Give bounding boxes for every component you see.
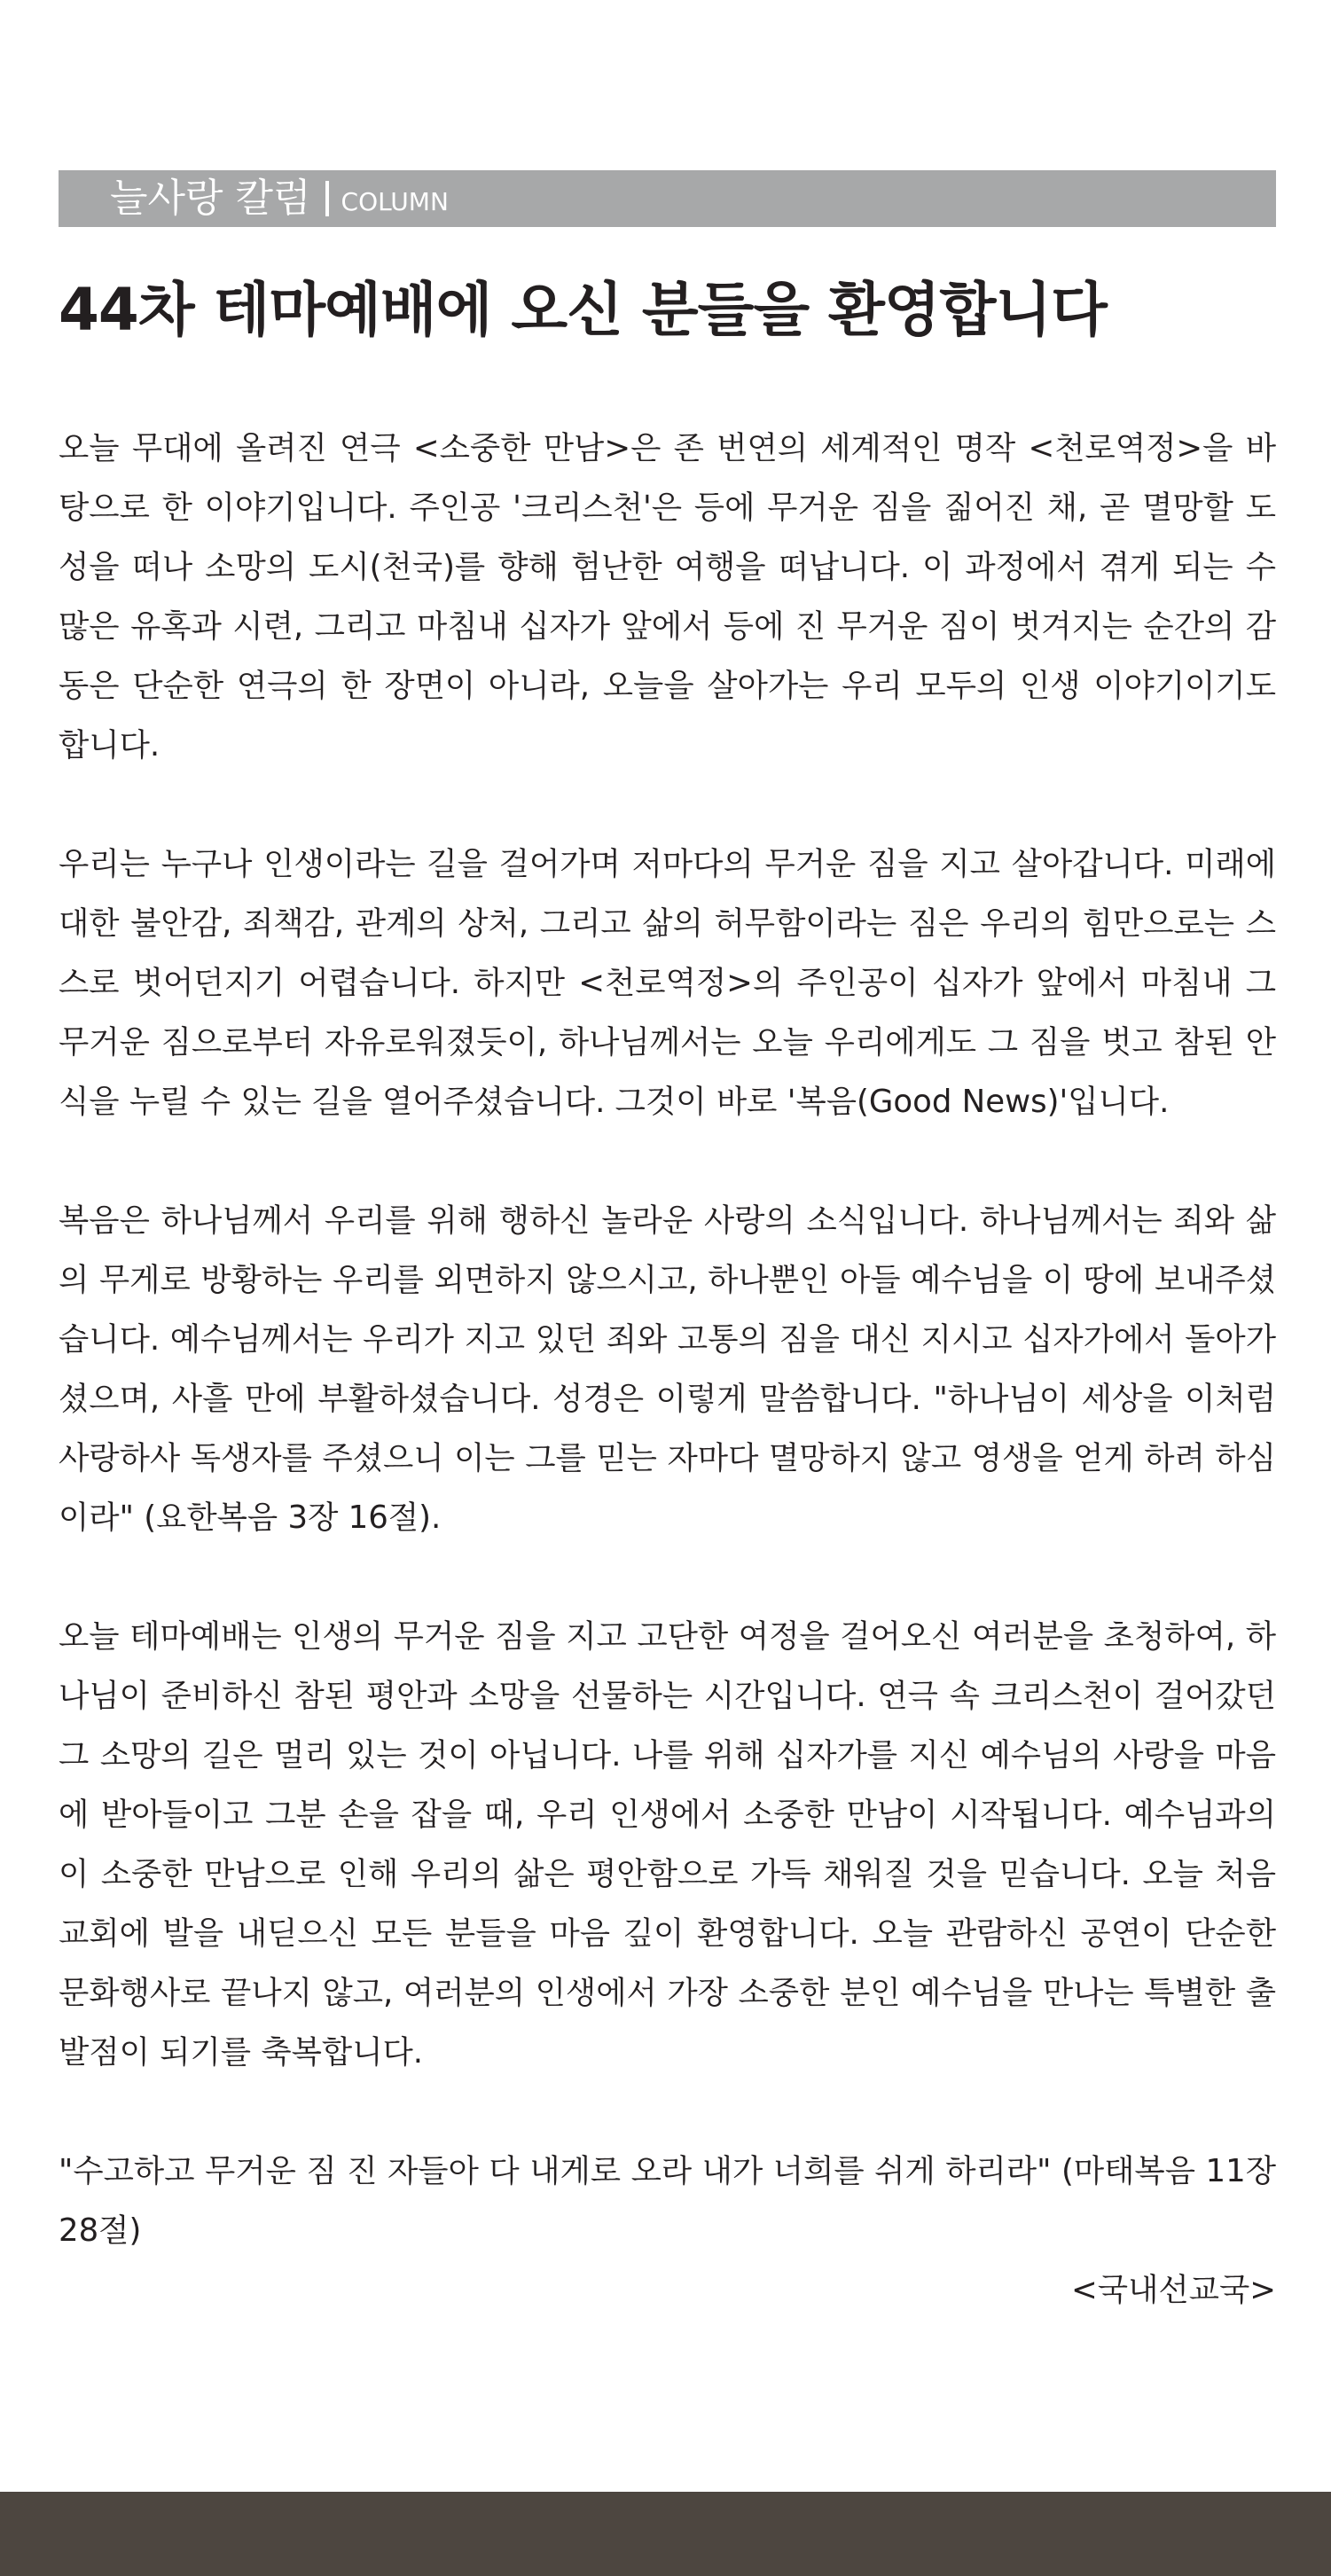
scripture-quote: "수고하고 무거운 짐 진 자들아 다 내게로 오라 내가 너희를 쉬게 하리라" (마태복음 11장 28절) xyxy=(59,2153,1276,2249)
article-paragraph-4: 오늘 테마예배는 인생의 무거운 짐을 지고 고단한 여정을 걸어오신 여러분을 초청하여, 하나님이 준비하신 참된 평안과 소망을 선물하는 시간입니다. 연극 속 크리스천이 걸어갔던 그 소망의 길은 멀리 있는 것이 아닙니다. 나를 위해 십자가를 지신 예수님의 사랑을 마음에 받아들이고 그분 손을 잡을 때, 우리 인생에서 소중한 만남이 시작됩니다. 예수님과의 이 소중한 만남으로 인해 우리의 삶은 평안함으로 가득 채워질 것을 믿습니다. 오늘 처음 교회에 발을 내딛으신 모든 분들을 마음 깊이 환영합니다. 오늘 관람하신 공연이 단순한 문화행사로 끝나지 않고, 여러분의 인생에서 가장 소중한 분인 예수님을 만나는 특별한 출발점이 되기를 축복합니다. xyxy=(59,1618,1276,2071)
article-title: 44차 테마예배에 오신 분들을 환영합니다 xyxy=(59,276,1107,344)
article-paragraph-1: 오늘 무대에 올려진 연극 <소중한 만남>은 존 번연의 세계적인 명작 <천로역정>을 바탕으로 한 이야기입니다. 주인공 '크리스천'은 등에 무거운 짐을 짊어진 채, 곧 멸망할 도성을 떠나 소망의 도시(천국)를 향해 험난한 여행을 떠납니다. 이 과정에서 겪게 되는 수많은 유혹과 시련, 그리고 마침내 십자가 앞에서 등에 진 무거운 짐이 벗겨지는 순간의 감동은 단순한 연극의 한 장면이 아니라, 오늘을 살아가는 우리 모두의 인생 이야기이기도 합니다. xyxy=(59,430,1276,763)
article-signature: <국내선교국> xyxy=(1071,2272,1276,2308)
column-header-bar xyxy=(59,170,1276,227)
column-label: COLUMN xyxy=(341,187,449,216)
article-body xyxy=(59,419,1276,2320)
article-paragraph-2: 우리는 누구나 인생이라는 길을 걸어가며 저마다의 무거운 짐을 지고 살아갑니다. 미래에 대한 불안감, 죄책감, 관계의 상처, 그리고 삶의 허무함이라는 짐은 우리의 힘만으로는 스스로 벗어던지기 어렵습니다. 하지만 <천로역정>의 주인공이 십자가 앞에서 마침내 그 무거운 짐으로부터 자유로워졌듯이, 하나님께서는 오늘 우리에게도 그 짐을 벗고 참된 안식을 누릴 수 있는 길을 열어주셨습니다. 그것이 바로 '복음(Good News)'입니다. xyxy=(59,846,1276,1120)
column-title: 늘사랑 칼럼 xyxy=(110,176,311,221)
article-paragraph-3: 복음은 하나님께서 우리를 위해 행하신 놀라운 사랑의 소식입니다. 하나님께서는 죄와 삶의 무게로 방황하는 우리를 외면하지 않으시고, 하나뿐인 아들 예수님을 이 땅에 보내주셨습니다. 예수님께서는 우리가 지고 있던 죄와 고통의 짐을 대신 지시고 십자가에서 돌아가셨으며, 사흘 만에 부활하셨습니다. 성경은 이렇게 말씀합니다. "하나님이 세상을 이처럼 사랑하사 독생자를 주셨으니 이는 그를 믿는 자마다 멸망하지 않고 영생을 얻게 하려 하심이라" (요한복음 3장 16절). xyxy=(59,1202,1276,1536)
header-divider xyxy=(325,181,329,216)
footer-bar xyxy=(0,2492,1331,2576)
